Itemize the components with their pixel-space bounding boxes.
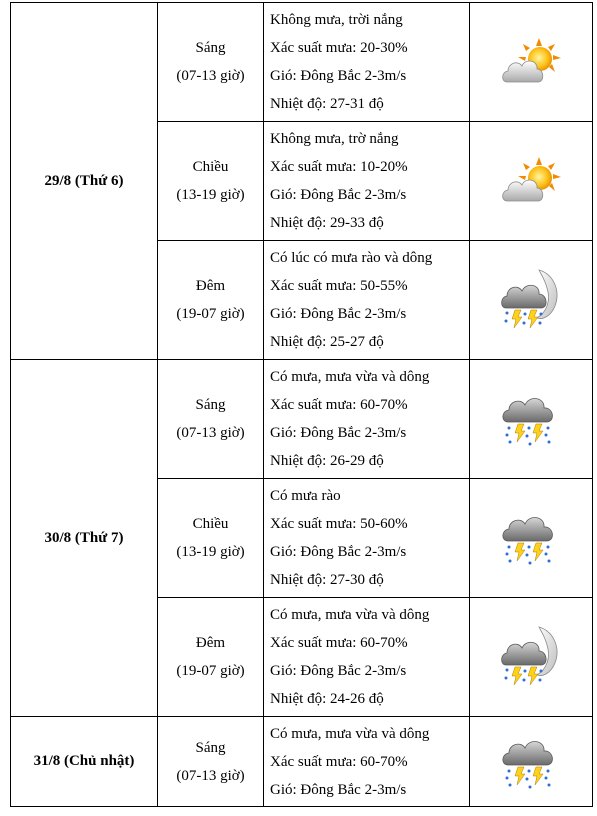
thunderstorm-icon (500, 507, 562, 569)
period-details (264, 479, 470, 598)
period-details (264, 717, 470, 807)
period-details (264, 3, 470, 122)
thunderstorm-icon (500, 731, 562, 793)
temperature-text: Nhiệt độ: 29-33 độ (270, 215, 384, 231)
period-hours: (19-07 giờ) (176, 663, 245, 679)
rain-probability: Xác suất mưa: 20-30% (270, 40, 408, 56)
sun-cloud-icon (499, 36, 563, 88)
wind-text: Gió: Đông Bắc 2-3m/s (270, 187, 407, 203)
period-name: Chiều (192, 516, 229, 532)
period-details (264, 122, 470, 241)
condition-text: Có mưa, mưa vừa và dông (270, 725, 430, 742)
period-details (264, 598, 470, 717)
period-label (158, 241, 264, 360)
period-hours: (13-19 giờ) (176, 187, 245, 203)
table-row (11, 717, 593, 807)
weather-icon-cell (470, 479, 593, 598)
sun-cloud-icon (499, 155, 563, 207)
wind-text: Gió: Đông Bắc 2-3m/s (270, 68, 407, 84)
rain-probability: Xác suất mưa: 60-70% (270, 635, 408, 651)
thunderstorm-icon (500, 388, 562, 450)
period-label (158, 479, 264, 598)
period-label (158, 122, 264, 241)
period-hours: (19-07 giờ) (176, 306, 245, 322)
moon-thunderstorm-icon (499, 623, 563, 691)
rain-probability: Xác suất mưa: 50-60% (270, 516, 408, 532)
wind-text: Gió: Đông Bắc 2-3m/s (270, 781, 407, 798)
temperature-text: Nhiệt độ: 26-29 độ (270, 453, 384, 469)
weather-icon-cell (470, 3, 593, 122)
temperature-text: Nhiệt độ: 24-26 độ (270, 691, 384, 707)
table-row (11, 360, 593, 479)
period-hours: (07-13 giờ) (176, 425, 245, 441)
day-date: 31/8 (Chủ nhật) (11, 717, 158, 807)
condition-text: Có mưa, mưa vừa và dông (270, 369, 430, 385)
table-row (11, 3, 593, 122)
period-name: Chiều (192, 159, 229, 175)
wind-text: Gió: Đông Bắc 2-3m/s (270, 306, 407, 322)
condition-text: Có mưa rào (270, 488, 341, 504)
temperature-text: Nhiệt độ: 27-30 độ (270, 572, 384, 588)
rain-probability: Xác suất mưa: 50-55% (270, 278, 408, 294)
condition-text: Không mưa, trờ nắng (270, 131, 399, 147)
wind-text: Gió: Đông Bắc 2-3m/s (270, 663, 407, 679)
wind-text: Gió: Đông Bắc 2-3m/s (270, 425, 407, 441)
rain-probability: Xác suất mưa: 10-20% (270, 159, 408, 175)
period-name: Sáng (195, 40, 226, 56)
period-label (158, 360, 264, 479)
rain-probability: Xác suất mưa: 60-70% (270, 753, 408, 770)
condition-text: Có lúc có mưa rào và dông (270, 250, 433, 266)
wind-text: Gió: Đông Bắc 2-3m/s (270, 544, 407, 560)
period-name: Sáng (195, 739, 226, 756)
weather-icon-cell (470, 360, 593, 479)
condition-text: Có mưa, mưa vừa và dông (270, 607, 430, 623)
temperature-text: Nhiệt độ: 27-31 độ (270, 96, 384, 112)
weather-icon-cell (470, 598, 593, 717)
period-hours: (13-19 giờ) (176, 544, 245, 560)
rain-probability: Xác suất mưa: 60-70% (270, 397, 408, 413)
temperature-text: Nhiệt độ: 25-27 độ (270, 334, 384, 350)
period-hours: (07-13 giờ) (176, 767, 245, 784)
day-date: 29/8 (Thứ 6) (11, 3, 158, 360)
weather-icon-cell (470, 122, 593, 241)
day-date: 30/8 (Thứ 7) (11, 360, 158, 717)
period-label (158, 3, 264, 122)
moon-thunderstorm-icon (499, 266, 563, 334)
period-details (264, 241, 470, 360)
period-label (158, 598, 264, 717)
period-details (264, 360, 470, 479)
period-name: Đêm (195, 635, 226, 651)
weather-icon-cell (470, 717, 593, 807)
condition-text: Không mưa, trời nắng (270, 12, 403, 28)
period-name: Đêm (195, 278, 226, 294)
period-name: Sáng (195, 397, 226, 413)
forecast-table (10, 2, 593, 807)
weather-icon-cell (470, 241, 593, 360)
period-hours: (07-13 giờ) (176, 68, 245, 84)
period-label (158, 717, 264, 807)
